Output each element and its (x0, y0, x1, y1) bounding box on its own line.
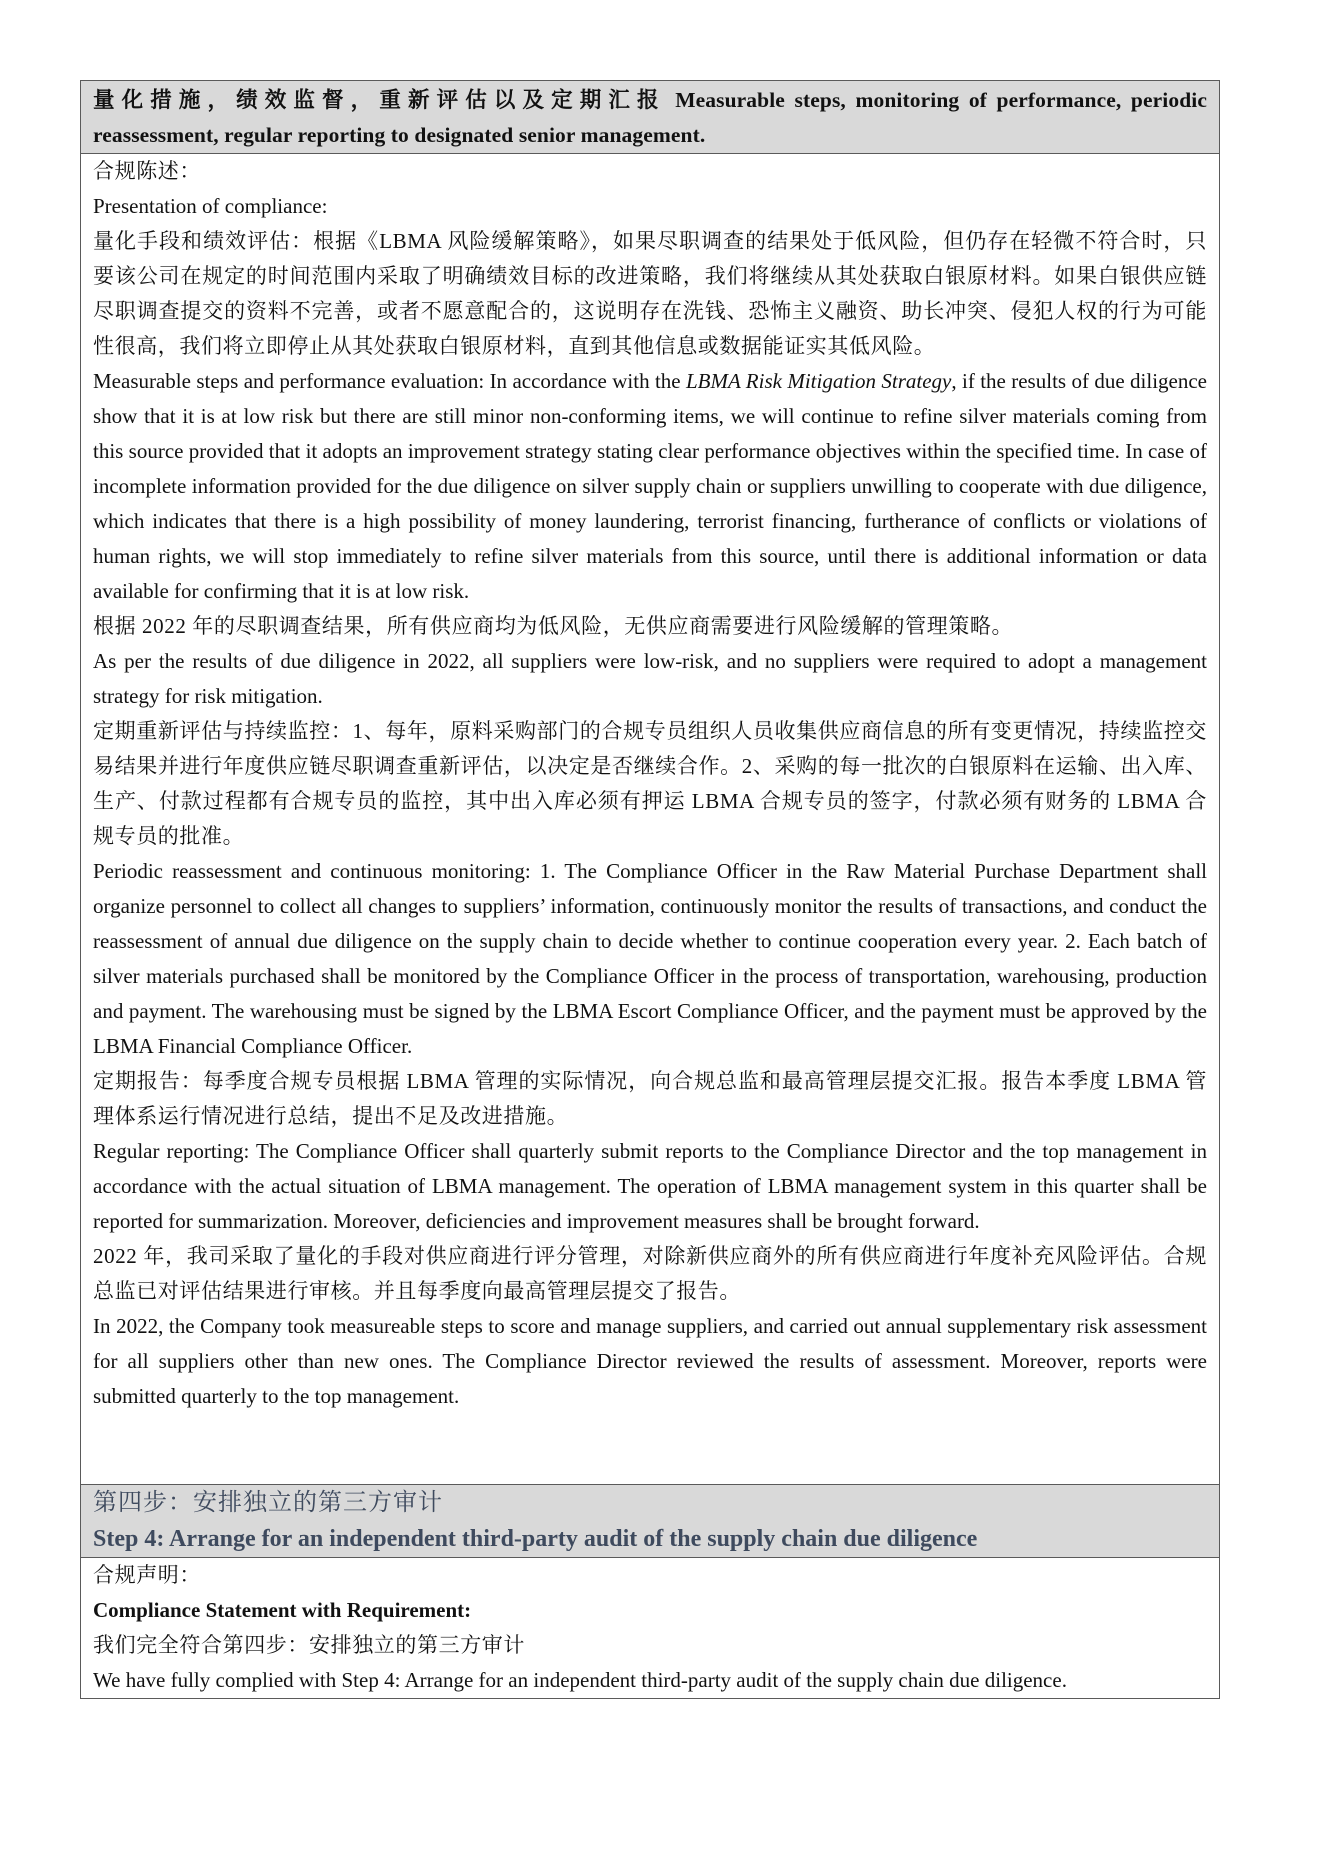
paragraph-reassessment-en: Periodic reassessment and continuous monitoring: 1. The Compliance Officer in the Raw Material Purchase Department shall organize personnel to collect all changes to suppliers’ information, continuously monitor the results of transactions, and conduct the reassessment of annual due diligence on the supply chain to decide whether to continue cooperation every year. 2. Each batch of silver materials purchased shall be monitored by the Compliance Officer in the process of transportation, warehousing, production and payment. The warehousing must be signed by the LBMA Escort Compliance Officer, and the payment must be approved by the LBMA Financial Compliance Officer. (93, 859, 1207, 1058)
paragraph-reassessment-zh: 定期重新评估与持续监控：1、每年，原料采购部门的合规专员组织人员收集供应商信息的所有变更情况，持续监控交易结果并进行年度供应链尽职调查重新评估，以决定是否继续合作。2、采购的每一批次的白银原料在运输、出入库、生产、付款过程都有合规专员的监控，其中出入库必须有押运 LBMA 合规专员的签字，付款必须有财务的 LBMA 合规专员的批准。 (93, 719, 1207, 848)
section-header-en: Measurable steps, monitoring of performance, periodic reassessment, regular reporting to designated senior management. (93, 88, 1207, 147)
statement-label-zh: 合规声明： (93, 1563, 201, 1587)
compliance-table (80, 80, 1220, 1699)
paragraph-measurable-steps-zh: 量化手段和绩效评估：根据《LBMA 风险缓解策略》，如果尽职调查的结果处于低风险，但仍存在轻微不符合时，只要该公司在规定的时间范围内采取了明确绩效目标的改进策略，我们将继续从其处获取白银原材料。如果白银供应链尽职调查提交的资料不完善，或者不愿意配合的，这说明存在洗钱、恐怖主义融资、助长冲突、侵犯人权的行为可能性很高，我们将立即停止从其处获取白银原材料，直到其他信息或数据能证实其低风险。 (93, 229, 1207, 358)
step4-body-row (81, 1558, 1220, 1699)
paragraph-2022-steps-en: In 2022, the Company took measureable steps to score and manage suppliers, and carried out annual supplementary risk assessment for all suppliers other than new ones. The Compliance Director reviewed the results of assessment. Moreover, reports were submitted quarterly to the top management. (93, 1314, 1207, 1408)
text-run: , if the results of due diligence show that it is at low risk but there are still minor non-conforming items, we will continue to refine silver materials coming from this source provided that it adopts an improvement strategy stating clear performance objectives within the specified time. In case of incomplete information provided for the due diligence on silver supply chain or suppliers unwilling to cooperate with due diligence, which indicates that there is a high possibility of money laundering, terrorist financing, furtherance of conflicts or violations of human rights, we will stop immediately to refine silver materials from this source, until there is additional information or data available for confirming that it is at low risk. (93, 369, 1207, 603)
section-body-row (81, 154, 1220, 1485)
statement-label-en: Compliance Statement with Requirement: (93, 1598, 472, 1622)
section-body-step4 (81, 1558, 1220, 1699)
step4-header-en: Step 4: Arrange for an independent third-party audit of the supply chain due diligence (93, 1526, 978, 1552)
paragraph-2022-results-zh: 根据 2022 年的尽职调查结果，所有供应商均为低风险，无供应商需要进行风险缓解的管理策略。 (93, 614, 1014, 638)
paragraph-regular-reporting-en: Regular reporting: The Compliance Officer shall quarterly submit reports to the Compliance Director and the top management in accordance with the actual situation of LBMA management. The operation of LBMA management system in this quarter shall be reported for summarization. Moreover, deficiencies and improvement measures shall be brought forward. (93, 1139, 1207, 1233)
text-run: Measurable steps and performance evaluation: In accordance with the (93, 369, 686, 393)
presentation-label-en: Presentation of compliance: (93, 194, 328, 218)
paragraph-2022-steps-zh: 2022 年，我司采取了量化的手段对供应商进行评分管理，对除新供应商外的所有供应商进行年度补充风险评估。合规总监已对评估结果进行审核。并且每季度向最高管理层提交了报告。 (93, 1244, 1207, 1303)
blank-space (93, 1414, 1207, 1484)
paragraph-measurable-steps-en (93, 364, 1207, 609)
section-header-zh: 量化措施，绩效监督，重新评估以及定期汇报 (93, 88, 666, 112)
presentation-label-zh: 合规陈述： (93, 159, 201, 183)
paragraph-2022-results-en: As per the results of due diligence in 2022, all suppliers were low-risk, and no suppliers were required to adopt a management strategy for risk mitigation. (93, 649, 1207, 708)
step4-header-row (81, 1485, 1220, 1558)
section-header-step4 (81, 1485, 1220, 1558)
statement-en: We have fully complied with Step 4: Arrange for an independent third-party audit of the supply chain due diligence. (93, 1668, 1067, 1692)
statement-zh: 我们完全符合第四步：安排独立的第三方审计 (93, 1633, 525, 1657)
document-page (80, 80, 1220, 1699)
section-body-measurable-steps (81, 154, 1220, 1485)
section-header-measurable-steps (81, 81, 1220, 154)
strategy-title-italic: LBMA Risk Mitigation Strategy (685, 369, 952, 393)
paragraph-regular-reporting-zh: 定期报告：每季度合规专员根据 LBMA 管理的实际情况，向合规总监和最高管理层提交汇报。报告本季度 LBMA 管理体系运行情况进行总结，提出不足及改进措施。 (93, 1069, 1207, 1128)
step4-header-zh: 第四步：安排独立的第三方审计 (93, 1490, 443, 1516)
section-header-row (81, 81, 1220, 154)
